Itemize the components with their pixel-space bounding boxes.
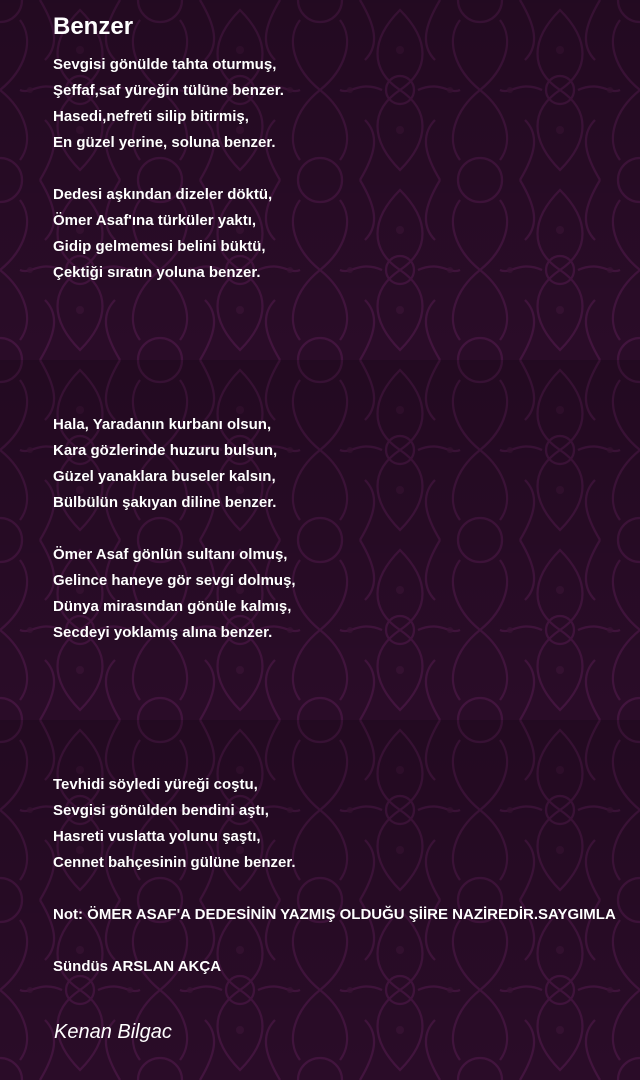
poem-note: Not: ÖMER ASAF'A DEDESİNİN YAZMIŞ OLDUĞU ŞİİRE NAZİREDİR.SAYGIMLA	[53, 906, 616, 923]
poem-line: Hasedi,nefreti silip bitirmiş,	[53, 108, 249, 125]
poem-line: Ömer Asaf gönlün sultanı olmuş,	[53, 546, 288, 563]
poem-line: Hasreti vuslatta yolunu şaştı,	[53, 828, 261, 845]
poem-line: Gidip gelmemesi belini büktü,	[53, 238, 266, 255]
poem-line: Dünya mirasından gönüle kalmış,	[53, 598, 292, 615]
poem-signature: Sündüs ARSLAN AKÇA	[53, 958, 222, 975]
poem-line: Sevgisi gönülden bendini aştı,	[53, 802, 269, 819]
poem-line: Cennet bahçesinin gülüne benzer.	[53, 854, 296, 871]
poem-line: Şeffaf,saf yüreğin tülüne benzer.	[53, 82, 284, 99]
poem-line: Tevhidi söyledi yüreği coştu,	[53, 776, 258, 793]
poem-line: Güzel yanaklara buseler kalsın,	[53, 468, 276, 485]
poem-line: Ömer Asaf'ına türküler yaktı,	[53, 212, 257, 229]
poem-line: Gelince haneye gör sevgi dolmuş,	[53, 572, 296, 589]
author-name: Kenan Bilgac	[54, 1021, 172, 1043]
poem-line: Dedesi aşkından dizeler döktü,	[53, 186, 273, 203]
poem-line: Sevgisi gönülde tahta oturmuş,	[53, 56, 277, 73]
poem-line: En güzel yerine, soluna benzer.	[53, 134, 276, 151]
poem-line: Hala, Yaradanın kurbanı olsun,	[53, 416, 272, 433]
poem-line: Çektiği sıratın yoluna benzer.	[53, 264, 261, 281]
poem-line: Bülbülün şakıyan diline benzer.	[53, 494, 277, 511]
poem-title: Benzer	[53, 13, 134, 40]
poem-line: Secdeyi yoklamış alına benzer.	[53, 624, 273, 641]
poem-line: Kara gözlerinde huzuru bulsun,	[53, 442, 278, 459]
